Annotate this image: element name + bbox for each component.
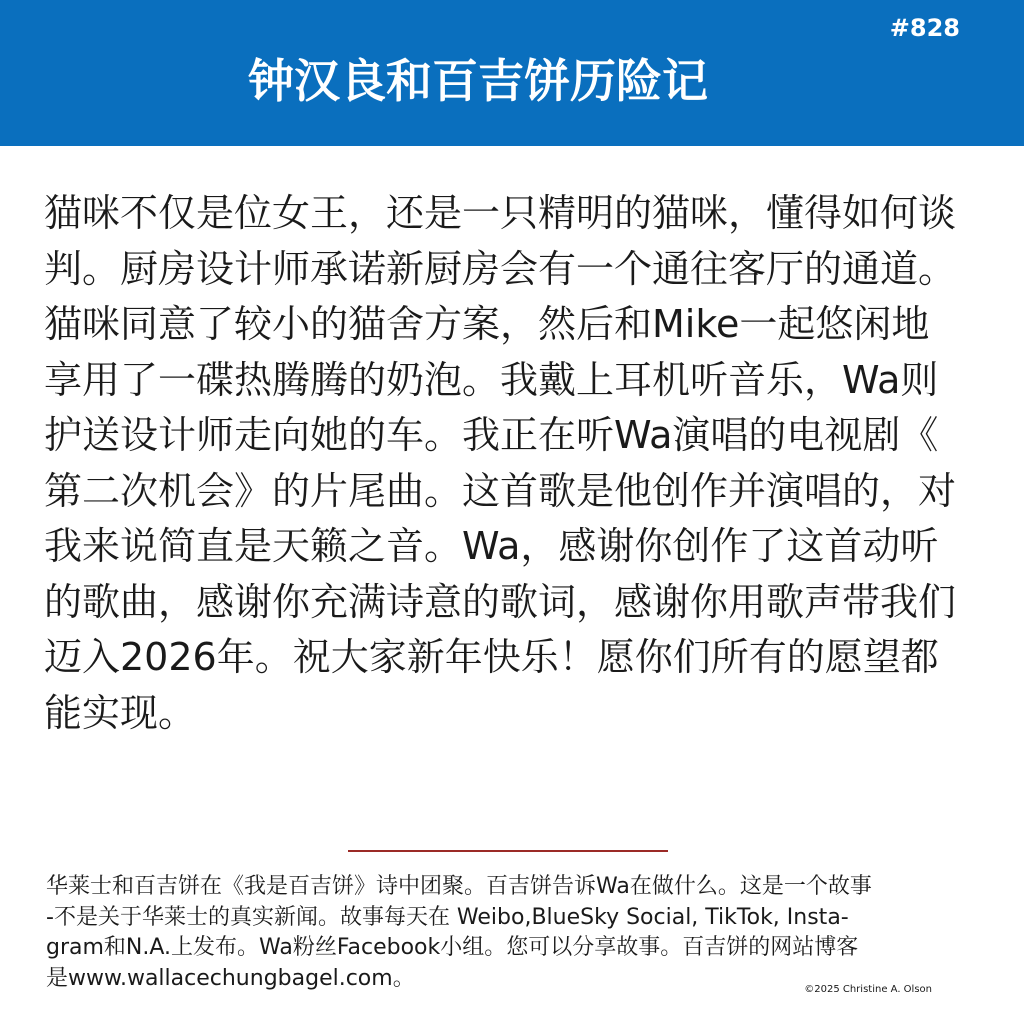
story-line: 享用了一碟热腾腾的奶泡。我戴上耳机听音乐，Wa则 xyxy=(44,357,939,402)
header-banner xyxy=(0,0,1024,146)
story-body xyxy=(44,186,984,741)
story-line: 猫咪不仅是位女王，还是一只精明的猫咪，懂得如何谈 xyxy=(44,191,957,235)
copyright-notice: ©2025 Christine A. Olson xyxy=(804,984,932,995)
footer-line: 华莱士和百吉饼在《我是百吉饼》诗中团聚。百吉饼告诉Wa在做什么。这是一个故事 xyxy=(46,874,872,899)
story-line: 的歌曲，感谢你充满诗意的歌词，感谢你用歌声带我们 xyxy=(44,579,957,624)
footer-line: -不是关于华莱士的真实新闻。故事每天在 Weibo,BlueSky Social, TikTok, Insta- xyxy=(46,904,849,930)
story-line: 我来说简直是天籁之音。Wa，感谢你创作了这首动听 xyxy=(44,524,939,568)
footer-line: 是www.wallacechungbagel.com。 xyxy=(46,965,415,991)
story-line: 猫咪同意了较小的猫舍方案，然后和Mike一起悠闲地 xyxy=(44,302,930,346)
divider xyxy=(348,850,668,852)
issue-number: #828 xyxy=(889,14,960,42)
story-line: 迈入2026年。祝大家新年快乐！愿你们所有的愿望都 xyxy=(44,635,939,679)
footer-line: gram和N.A.上发布。Wa粉丝Facebook小组。您可以分享故事。百吉饼的网站博客 xyxy=(46,935,859,960)
story-line: 第二次机会》的片尾曲。这首歌是他创作并演唱的，对 xyxy=(44,468,957,513)
page-title: 钟汉良和百吉饼历险记 xyxy=(248,54,708,108)
story-line: 护送设计师走向她的车。我正在听Wa演唱的电视剧《 xyxy=(44,413,939,457)
story-line: 能实现。 xyxy=(44,690,197,735)
footer-note xyxy=(46,872,986,994)
story-line: 判。厨房设计师承诺新厨房会有一个通往客厅的通道。 xyxy=(44,246,957,291)
